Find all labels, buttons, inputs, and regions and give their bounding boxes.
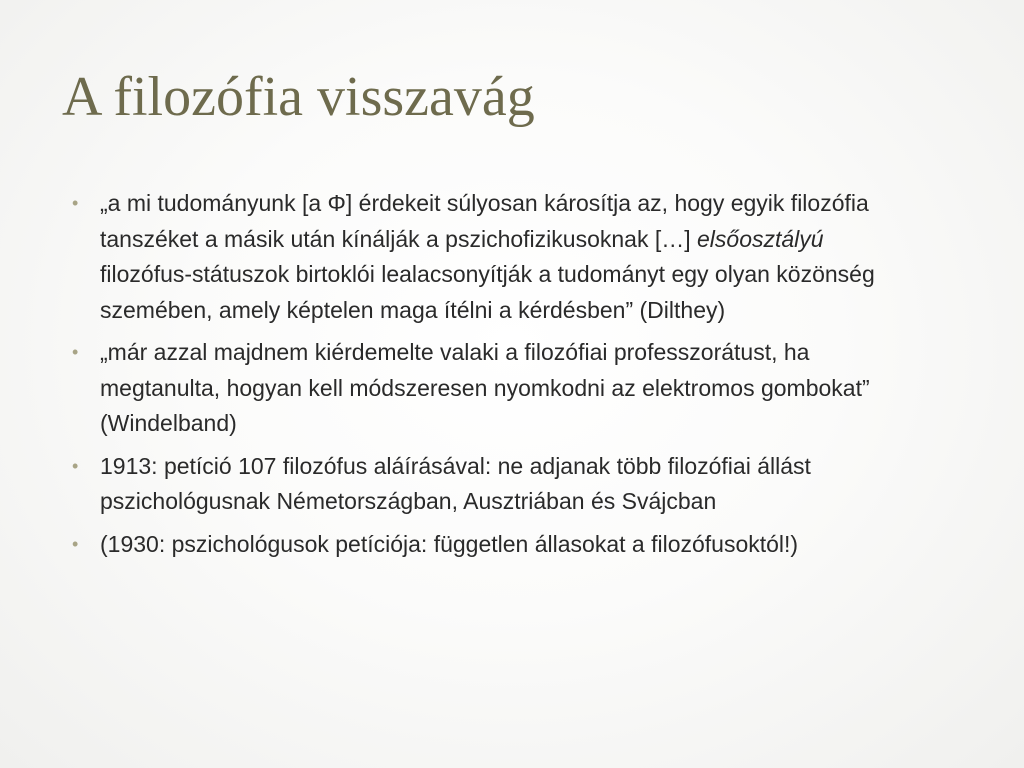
emphasized-term: elsőosztályú	[697, 225, 824, 252]
bullet-text: 1913: petíció 107 filozófus aláírásával: ne adjanak több filozófiai állást pszichológusnak Németországban, Ausztriában és Svájcban	[100, 452, 811, 514]
bullet-item-dilthey-quote	[72, 186, 892, 328]
slide-title: A filozófia visszavág	[62, 66, 535, 128]
bullet-item-1913-petition	[72, 449, 892, 520]
bullet-text: (1930: pszichológusok petíciója: független állasokat a filozófusoktól!)	[100, 530, 799, 557]
bullet-text	[100, 186, 892, 328]
bullet-marker-icon: •	[72, 533, 79, 554]
bullet-marker-icon: •	[72, 455, 79, 476]
bullet-list	[72, 186, 892, 569]
bullet-text-part: filozófus-státuszok birtoklói lealacsonyítják a tudományt egy olyan közönség szemében, amely képtelen maga ítélni a kérdésben” (Dilthey)	[100, 261, 875, 323]
bullet-marker-icon: •	[72, 342, 79, 362]
bullet-item-windelband-quote	[72, 335, 892, 442]
bullet-marker-icon: •	[72, 193, 79, 213]
bullet-text-part: „a mi tudományunk [a Φ] érdekeit súlyosan károsítja az, hogy egyik filozófia tanszéket a másik után kínálják a pszichofizikusoknak […]	[100, 190, 869, 252]
bullet-item-1930-petition	[72, 527, 892, 563]
bullet-text: „már azzal majdnem kiérdemelte valaki a filozófiai professzorátust, ha megtanulta, hogyan kell módszeresen nyomkodni az elektromos gombokat” (Windelband)	[100, 339, 870, 436]
